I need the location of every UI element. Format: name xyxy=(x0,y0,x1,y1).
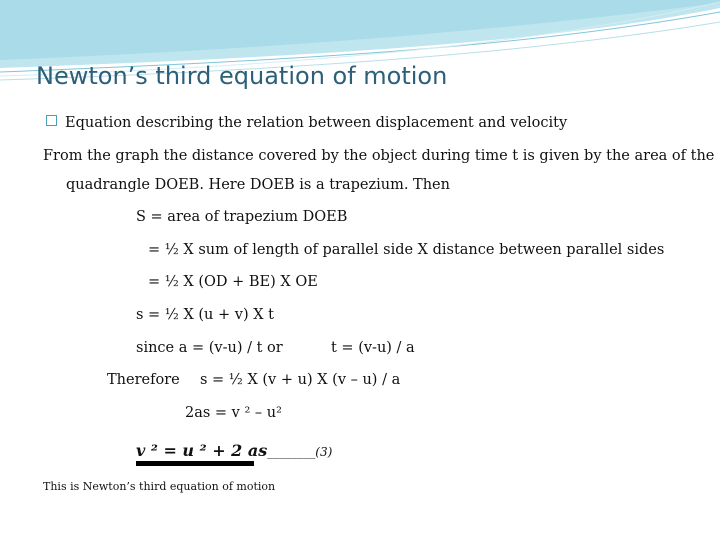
equation-2as: 2as = v ² – u² xyxy=(185,405,282,421)
equation-substituted: s = ½ X (v + u) X (v – u) / a xyxy=(200,372,401,388)
final-equation: v ² = u ² + 2 as xyxy=(136,441,268,460)
footer-note: This is Newton’s third equation of motion xyxy=(43,480,276,493)
paragraph-line-1: From the graph the distance covered by the object during time t is given by the area of the xyxy=(43,148,715,164)
equation-acceleration: since a = (v-u) / t or xyxy=(136,340,283,356)
slide-title: Newton’s third equation of motion xyxy=(36,62,448,90)
equation-s-uvt: s = ½ X (u + v) X t xyxy=(136,307,274,323)
final-equation-line xyxy=(136,441,332,460)
equation-underline xyxy=(136,461,254,466)
equation-time: t = (v-u) / a xyxy=(331,340,415,356)
therefore-label: Therefore xyxy=(107,372,180,388)
paragraph-line-2: quadrangle DOEB. Here DOEB is a trapezium. Then xyxy=(66,177,450,193)
square-bullet-icon xyxy=(46,115,57,126)
bullet-item xyxy=(46,115,567,131)
equation-half-sum: = ½ X sum of length of parallel side X distance between parallel sides xyxy=(148,242,665,258)
equation-number: ________(3) xyxy=(267,445,333,459)
bullet-text: Equation describing the relation between displacement and velocity xyxy=(65,115,568,131)
equation-od-be: = ½ X (OD + BE) X OE xyxy=(148,274,318,290)
equation-area: S = area of trapezium DOEB xyxy=(136,209,348,225)
